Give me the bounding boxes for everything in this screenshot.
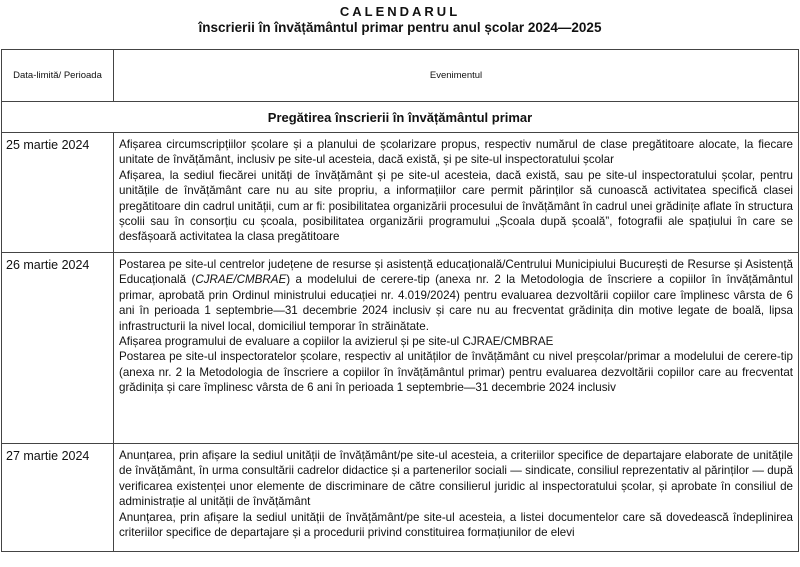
event-cell bbox=[114, 133, 799, 253]
column-header-event: Evenimentul bbox=[114, 50, 799, 102]
event-paragraph: Postarea pe site-ul inspectoratelor școlare, respectiv al unităților de învățământ cu nivel preșcolar/primar a modelului de cerere-tip (anexa nr. 2 la Metodologia de înscriere a copiilor în învățământul primar) pentru evaluarea dezvoltării copiilor care au frecventat grădinița și care împlinesc vârsta de 6 ani în perioada 1 septembrie—31 decembrie 2024 inclusiv bbox=[119, 350, 793, 395]
event-paragraph: Anunțarea, prin afișare la sediul unității de învățământ/pe site-ul acesteia, a listei documentelor care să dovedească îndeplinirea criteriilor specifice de departajare și a procedurii privind constituirea formațiunilor de elevi bbox=[119, 510, 793, 540]
event-text-italic: CJRAE/CMBRAE bbox=[195, 273, 287, 287]
date-cell: 25 martie 2024 bbox=[2, 133, 114, 253]
section-title: Pregătirea înscrierii în învățământul primar bbox=[2, 102, 799, 133]
event-cell bbox=[114, 253, 799, 444]
event-paragraph: Afișarea programului de evaluare a copiilor la avizierul și pe site-ul CJRAE/CMBRAE bbox=[119, 335, 554, 349]
event-text: ) a modelului de cerere-tip (anexa nr. 2 la Metodologia de înscriere a copiilor în învățământul primar, aprobată prin Ordinul ministrului educației nr. 4.019/2024) pentru evaluarea dezvoltării copiilor care împlinesc vârsta de 6 ani în perioada 1 septembrie—31 decembrie 2024 inclusiv și care nu au frecventat grădinița din motive legate de boală, lipsa infrastructurii la nivel local, domiciliul temporar în străinătate. bbox=[119, 273, 794, 333]
date-cell: 26 martie 2024 bbox=[2, 253, 114, 444]
table-row bbox=[2, 444, 799, 552]
section-row bbox=[2, 102, 799, 133]
date-cell: 27 martie 2024 bbox=[2, 444, 114, 552]
event-paragraph: Anunțarea, prin afișare la sediul unității de învățământ/pe site-ul acesteia, a criteriilor specifice de departajare elaborate de unitățile de învățământ, în urma consultării cadrelor didactice și a partenerilor sociali — sindicate, consiliul reprezentativ al părinților — după verificarea existenței unor elemente de discriminare de către consilierul juridic al inspectoratului școlar, și aprobate în consiliul de administrație al unității de învățământ bbox=[119, 449, 793, 509]
event-cell bbox=[114, 444, 799, 552]
event-paragraph: Afișarea circumscripțiilor școlare și a planului de școlarizare propus, respectiv numărul de clase pregătitoare alocate, la fiecare unitate de învățământ, inclusiv pe site-ul acesteia, dacă există, și pe site-ul inspectoratului școlar bbox=[119, 138, 793, 167]
calendar-table bbox=[1, 49, 799, 552]
event-paragraph: Afișarea, la sediul fiecărei unități de învățământ și pe site-ul acesteia, dacă există, sau pe site-ul inspectoratului școlar, pentru unitățile de învățământ care nu au site propriu, a informațiilor care permit părinților să cunoască activitatea specifică clasei pregătitoare din cadrul unității, cum ar fi: posibilitatea organizării procesului de învățământ în cadrul unei grădinițe aflate în structura școlii sau în consorțiu cu școala, posibilitatea organizării programului „Școala după școală”, fotografii ale spațiului în care se desfășoară activitatea la clasa pregătitoare bbox=[119, 168, 793, 244]
table-row bbox=[2, 133, 799, 253]
column-header-date: Data-limită/ Perioada bbox=[2, 50, 114, 102]
event-paragraph bbox=[119, 257, 793, 334]
table-row bbox=[2, 253, 799, 444]
document-subtitle: înscrierii în învățământul primar pentru anul școlar 2024—2025 bbox=[198, 20, 602, 35]
table-header-row bbox=[2, 50, 799, 102]
event-text: Postarea pe site-ul centrelor județene de resurse și asistență educațională/Centrului Municipiului București de Resurse și Asistență Educațională ( bbox=[119, 258, 793, 287]
document-title: CALENDARUL bbox=[339, 4, 461, 19]
